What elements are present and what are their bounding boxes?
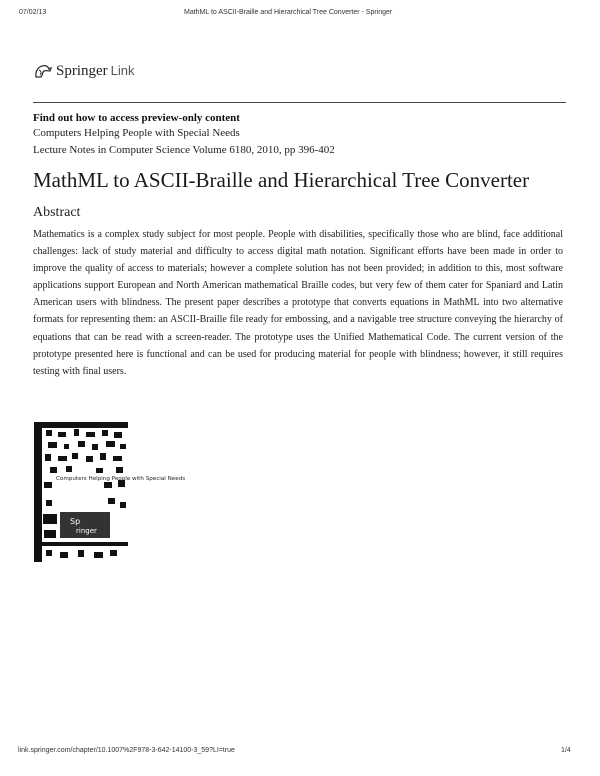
cover-title: Computers Helping People with Special Needs bbox=[56, 476, 186, 482]
abstract-text: Mathematics is a complex study subject for most people. People with disabilities, specifically those who are blind, face additional challenges: lack of study material and difficulty to access digital math notation. Significant efforts have been made in order to improve the quality of access to materials; however a complete solution has not been provided; in addition to this, most software applications support European and North American mathematical Braille codes, but very few of them cater for Spaniard and Latin American users with blindness. The present paper describes a prototype that converts equations in MathML into two alternative formats for representing them: an ASCII-Braille file ready for embossing, and a navigable tree structure conveying the hierarchy of equations that can be read with a screen-reader. The prototype uses the Unified Mathematical Code. The current version of the prototype presented here is functional and can be used for producing material for people with blindness; however, it still requires testing with final users. bbox=[33, 229, 563, 377]
book-series-link[interactable]: Computers Helping People with Special Needs bbox=[33, 127, 240, 139]
logo-suffix: Link bbox=[110, 62, 135, 78]
book-cover-image[interactable] bbox=[34, 422, 186, 562]
svg-text:ringer: ringer bbox=[76, 527, 97, 535]
print-date: 07/02/13 bbox=[19, 9, 47, 16]
divider bbox=[33, 102, 566, 103]
print-page-title: MathML to ASCII-Braille and Hierarchical Tree Converter - Springer bbox=[184, 9, 393, 16]
volume-info: Lecture Notes in Computer Science Volume 6180, 2010, pp 396-402 bbox=[33, 144, 335, 156]
footer-url: link.springer.com/chapter/10.1007%2F978-3-642-14100-3_59?LI=true bbox=[18, 747, 235, 754]
abstract-heading: Abstract bbox=[33, 205, 81, 220]
svg-text:Sp: Sp bbox=[70, 517, 81, 526]
article-title: MathML to ASCII-Braille and Hierarchical Tree Converter bbox=[33, 168, 530, 192]
springer-link-logo[interactable] bbox=[33, 62, 135, 80]
footer-page-number: 1/4 bbox=[561, 747, 571, 754]
access-preview-link[interactable]: Find out how to access preview-only content bbox=[33, 112, 240, 124]
springer-horse-icon bbox=[33, 62, 53, 80]
logo-brand: Springer bbox=[56, 62, 108, 79]
